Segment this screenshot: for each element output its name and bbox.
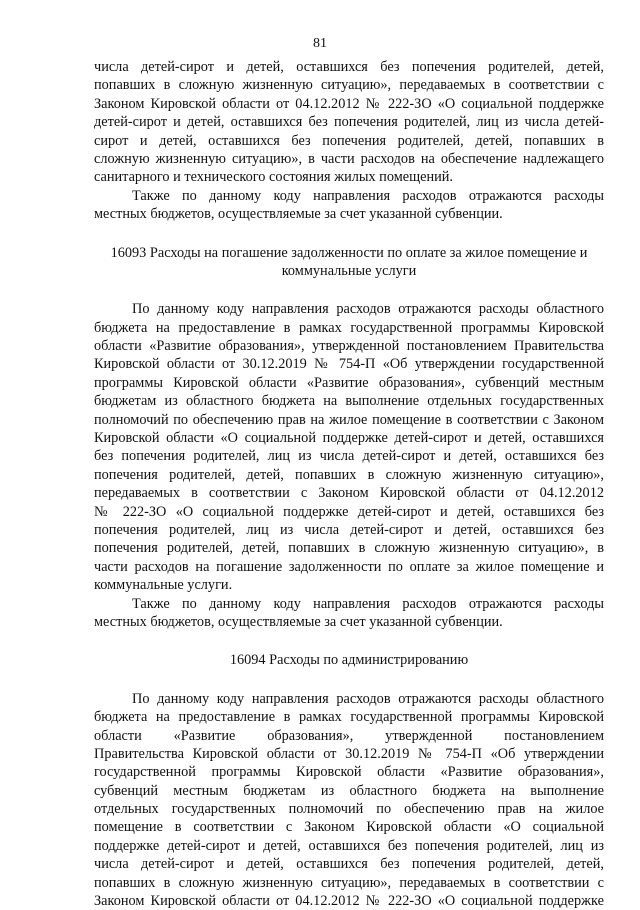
text-line: № 222-ЗО «О социальной поддержке детей-сирот и детей, оставшихся без [94,503,604,520]
heading-line: коммунальные услуги [281,262,417,279]
text-line: местных бюджетов, осуществляемые за счет указанной субвенции. [94,206,503,223]
document-body [94,58,604,910]
section-heading-16094 [94,651,604,669]
section-heading-16093 [94,244,604,281]
text-line: отдельных государственных полномочий по обеспечению прав на жилое [94,801,604,818]
text-line: Кировской области «О социальной поддержке детей-сирот и детей, оставшихся [94,430,604,447]
text-line: Также по данному коду направления расходов отражаются расходы [132,595,604,612]
text-line: попечения родителей, лиц из числа детей-сирот и детей, оставшихся без [94,521,604,538]
text-line: области «Развитие образования», утвержденной постановлением [94,727,604,744]
text-line: помещение в соответствии с Законом Кировской области «О социальной [94,819,604,836]
text-line: бюджета на предоставление в рамках государственной программы Кировской [94,709,604,726]
text-line: поддержке детей-сирот и детей, оставшихся без попечения родителей, лиц из [94,837,604,854]
text-line: попавших в сложную жизненную ситуацию», передаваемых в соответствии с [94,874,604,891]
paragraph-16094-description [94,690,604,910]
text-line: программы Кировской области «Развитие образования», субвенций местным [94,374,604,391]
heading-line: 16093 Расходы на погашение задолженности по оплате за жилое помещение и [110,244,588,261]
text-line: сирот и детей, оставшихся без попечения родителей, детей, попавших в [94,132,604,149]
text-line: числа детей-сирот и детей, оставшихся без попечения родителей, детей, [94,59,604,75]
paragraph-local-budgets-2 [94,595,604,632]
text-line: сложную жизненную ситуацию», в части расходов на обеспечение надлежащего [94,150,604,167]
heading-line: 16094 Расходы по администрированию [229,652,469,669]
page-number: 81 [313,36,327,51]
text-line: По данному коду направления расходов отражаются расходы областного [132,301,604,318]
text-line: без попечения родителей, лиц из числа детей-сирот и детей, оставшихся без [94,448,604,465]
text-line: попавших в сложную жизненную ситуацию», передаваемых в соответствии с [94,77,604,94]
text-line: По данному коду направления расходов отражаются расходы областного [132,690,604,707]
text-line: государственной программы Кировской области «Развитие образования», [94,764,604,781]
text-line: санитарного и технического состояния жилых помещений. [94,169,453,186]
text-line: передаваемых в соответствии с Законом Кировской области от 04.12.2012 [94,485,604,502]
text-line: Правительства Кировской области от 30.12.2019 № 754-П «Об утверждении [94,745,604,762]
text-line: бюджетам из областного бюджета на выполнение отдельных государственных [94,393,604,410]
text-line: полномочий по обеспечению прав на жилое помещение в соответствии с Законом [94,411,604,428]
text-line: Законом Кировской области от 04.12.2012 № 222-ЗО «О социальной поддержке [94,893,604,910]
text-line: бюджета на предоставление в рамках государственной программы Кировской [94,319,604,336]
text-line: детей-сирот и детей, оставшихся без попечения родителей, лиц из числа детей- [94,114,604,131]
paragraph-continuation [94,58,604,187]
text-line: субвенций местным бюджетам из областного бюджета на выполнение [94,782,604,799]
text-line: местных бюджетов, осуществляемые за счет указанной субвенции. [94,613,503,630]
text-line: Также по данному коду направления расходов отражаются расходы [132,187,604,204]
text-line: коммунальные услуги. [94,577,233,594]
paragraph-local-budgets-1 [94,187,604,224]
text-line: области «Развитие образования», утвержденной постановлением Правительства [94,338,604,355]
text-line: попечения родителей, детей, попавших в сложную жизненную ситуацию», [94,466,604,483]
text-line: числа детей-сирот и детей, оставшихся без попечения родителей, детей, [94,856,604,873]
text-line: попечения родителей, детей, попавших в сложную жизненную ситуацию», в [94,540,604,557]
text-line: части расходов на погашение задолженности по оплате за жилое помещение и [94,558,604,575]
text-line: Кировской области от 30.12.2019 № 754-П «Об утверждении государственной [94,356,604,373]
paragraph-16093-description [94,300,604,594]
text-line: Законом Кировской области от 04.12.2012 № 222-ЗО «О социальной поддержке [94,95,604,112]
